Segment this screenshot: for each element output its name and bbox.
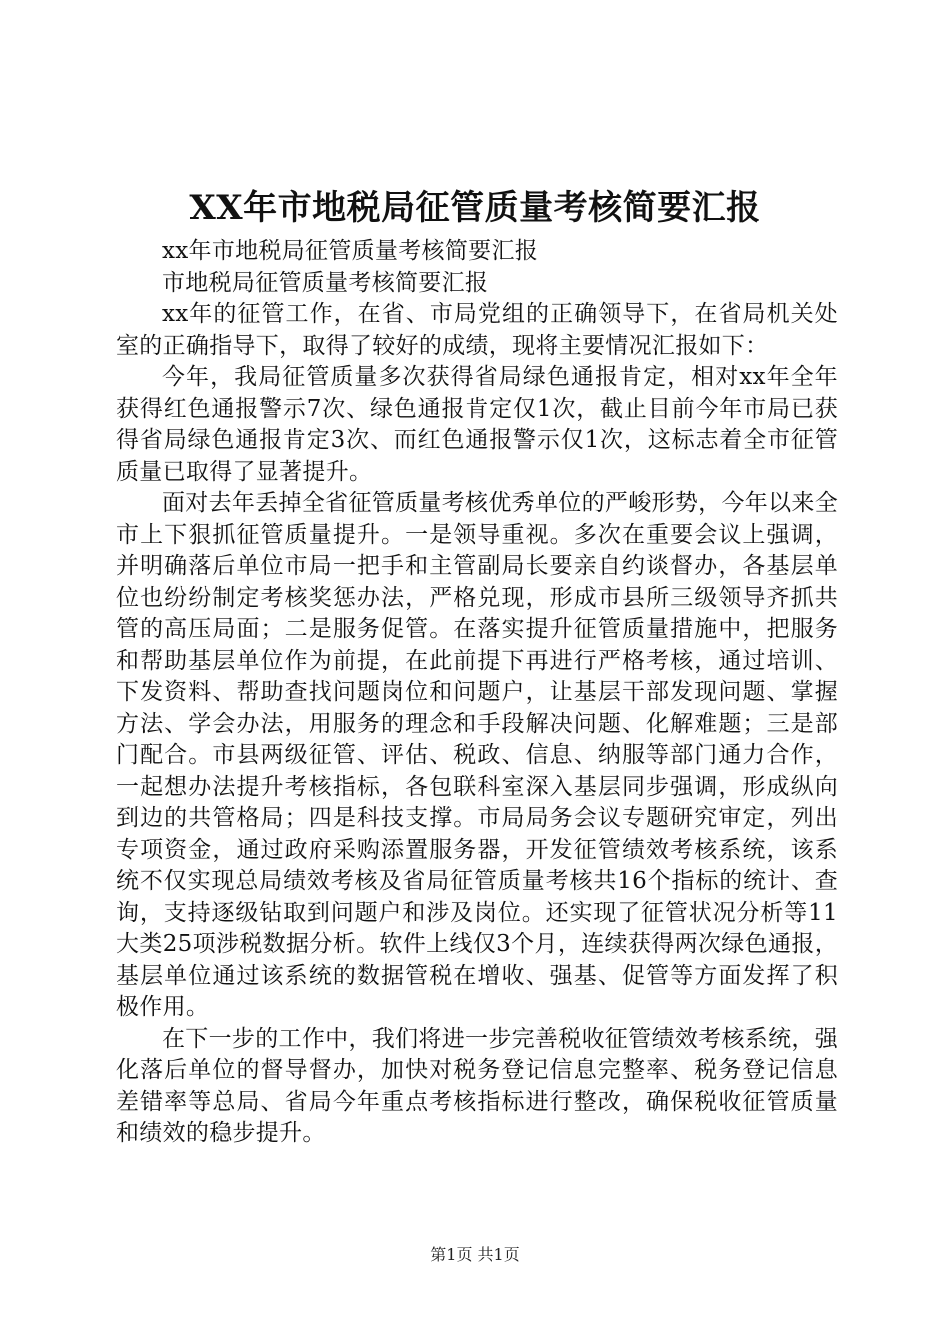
next-steps-paragraph: 在下一步的工作中，我们将进一步完善税收征管绩效考核系统，强化落后单位的督导督办，加快对税务登记信息完整率、税务登记信息差错率等总局、省局今年重点考核指标进行整改，确保税收征管质量和绩效的稳步提升。	[116, 1025, 838, 1146]
results-paragraph: 今年，我局征管质量多次获得省局绿色通报肯定，相对xx年全年获得红色通报警示7次、绿色通报肯定仅1次，截止目前今年市局已获得省局绿色通报肯定3次、而红色通报警示仅1次，这标志着全市征管质量已取得了显著提升。	[116, 364, 838, 485]
document-title: XX年市地税局征管质量考核简要汇报	[189, 188, 761, 228]
document-body	[116, 236, 838, 1150]
subtitle-line-2: 市地税局征管质量考核简要汇报	[162, 269, 489, 296]
subtitle-line-1: xx年市地税局征管质量考核简要汇报	[162, 238, 539, 264]
measures-paragraph: 面对去年丢掉全省征管质量考核优秀单位的严峻形势，今年以来全市上下狠抓征管质量提升。一是领导重视。多次在重要会议上强调，并明确落后单位市局一把手和主管副局长要亲自约谈督办，各基层单位也纷纷制定考核奖惩办法，严格兑现，形成市县所三级领导齐抓共管的高压局面；二是服务促管。在落实提升征管质量措施中，把服务和帮助基层单位作为前提，在此前提下再进行严格考核，通过培训、下发资料、帮助查找问题岗位和问题户，让基层干部发现问题、掌握方法、学会办法，用服务的理念和手段解决问题、化解难题；三是部门配合。市县两级征管、评估、税政、信息、纳服等部门通力合作，一起想办法提升考核指标，各包联科室深入基层同步强调，形成纵向到边的共管格局；四是科技支撑。市局局务会议专题研究审定，列出专项资金，通过政府采购添置服务器，开发征管绩效考核系统，该系统不仅实现总局绩效考核及省局征管质量考核共16个指标的统计、查询，支持逐级钻取到问题户和涉及岗位。还实现了征管状况分析等11大类25项涉税数据分析。软件上线仅3个月，连续获得两次绿色通报，基层单位通过该系统的数据管税在增收、强基、促管等方面发挥了积极作用。	[116, 490, 838, 1020]
intro-paragraph: xx年的征管工作，在省、市局党组的正确领导下，在省局机关处室的正确指导下，取得了较好的成绩，现将主要情况汇报如下：	[116, 301, 838, 359]
page-footer: 第1页 共1页	[430, 1245, 520, 1264]
